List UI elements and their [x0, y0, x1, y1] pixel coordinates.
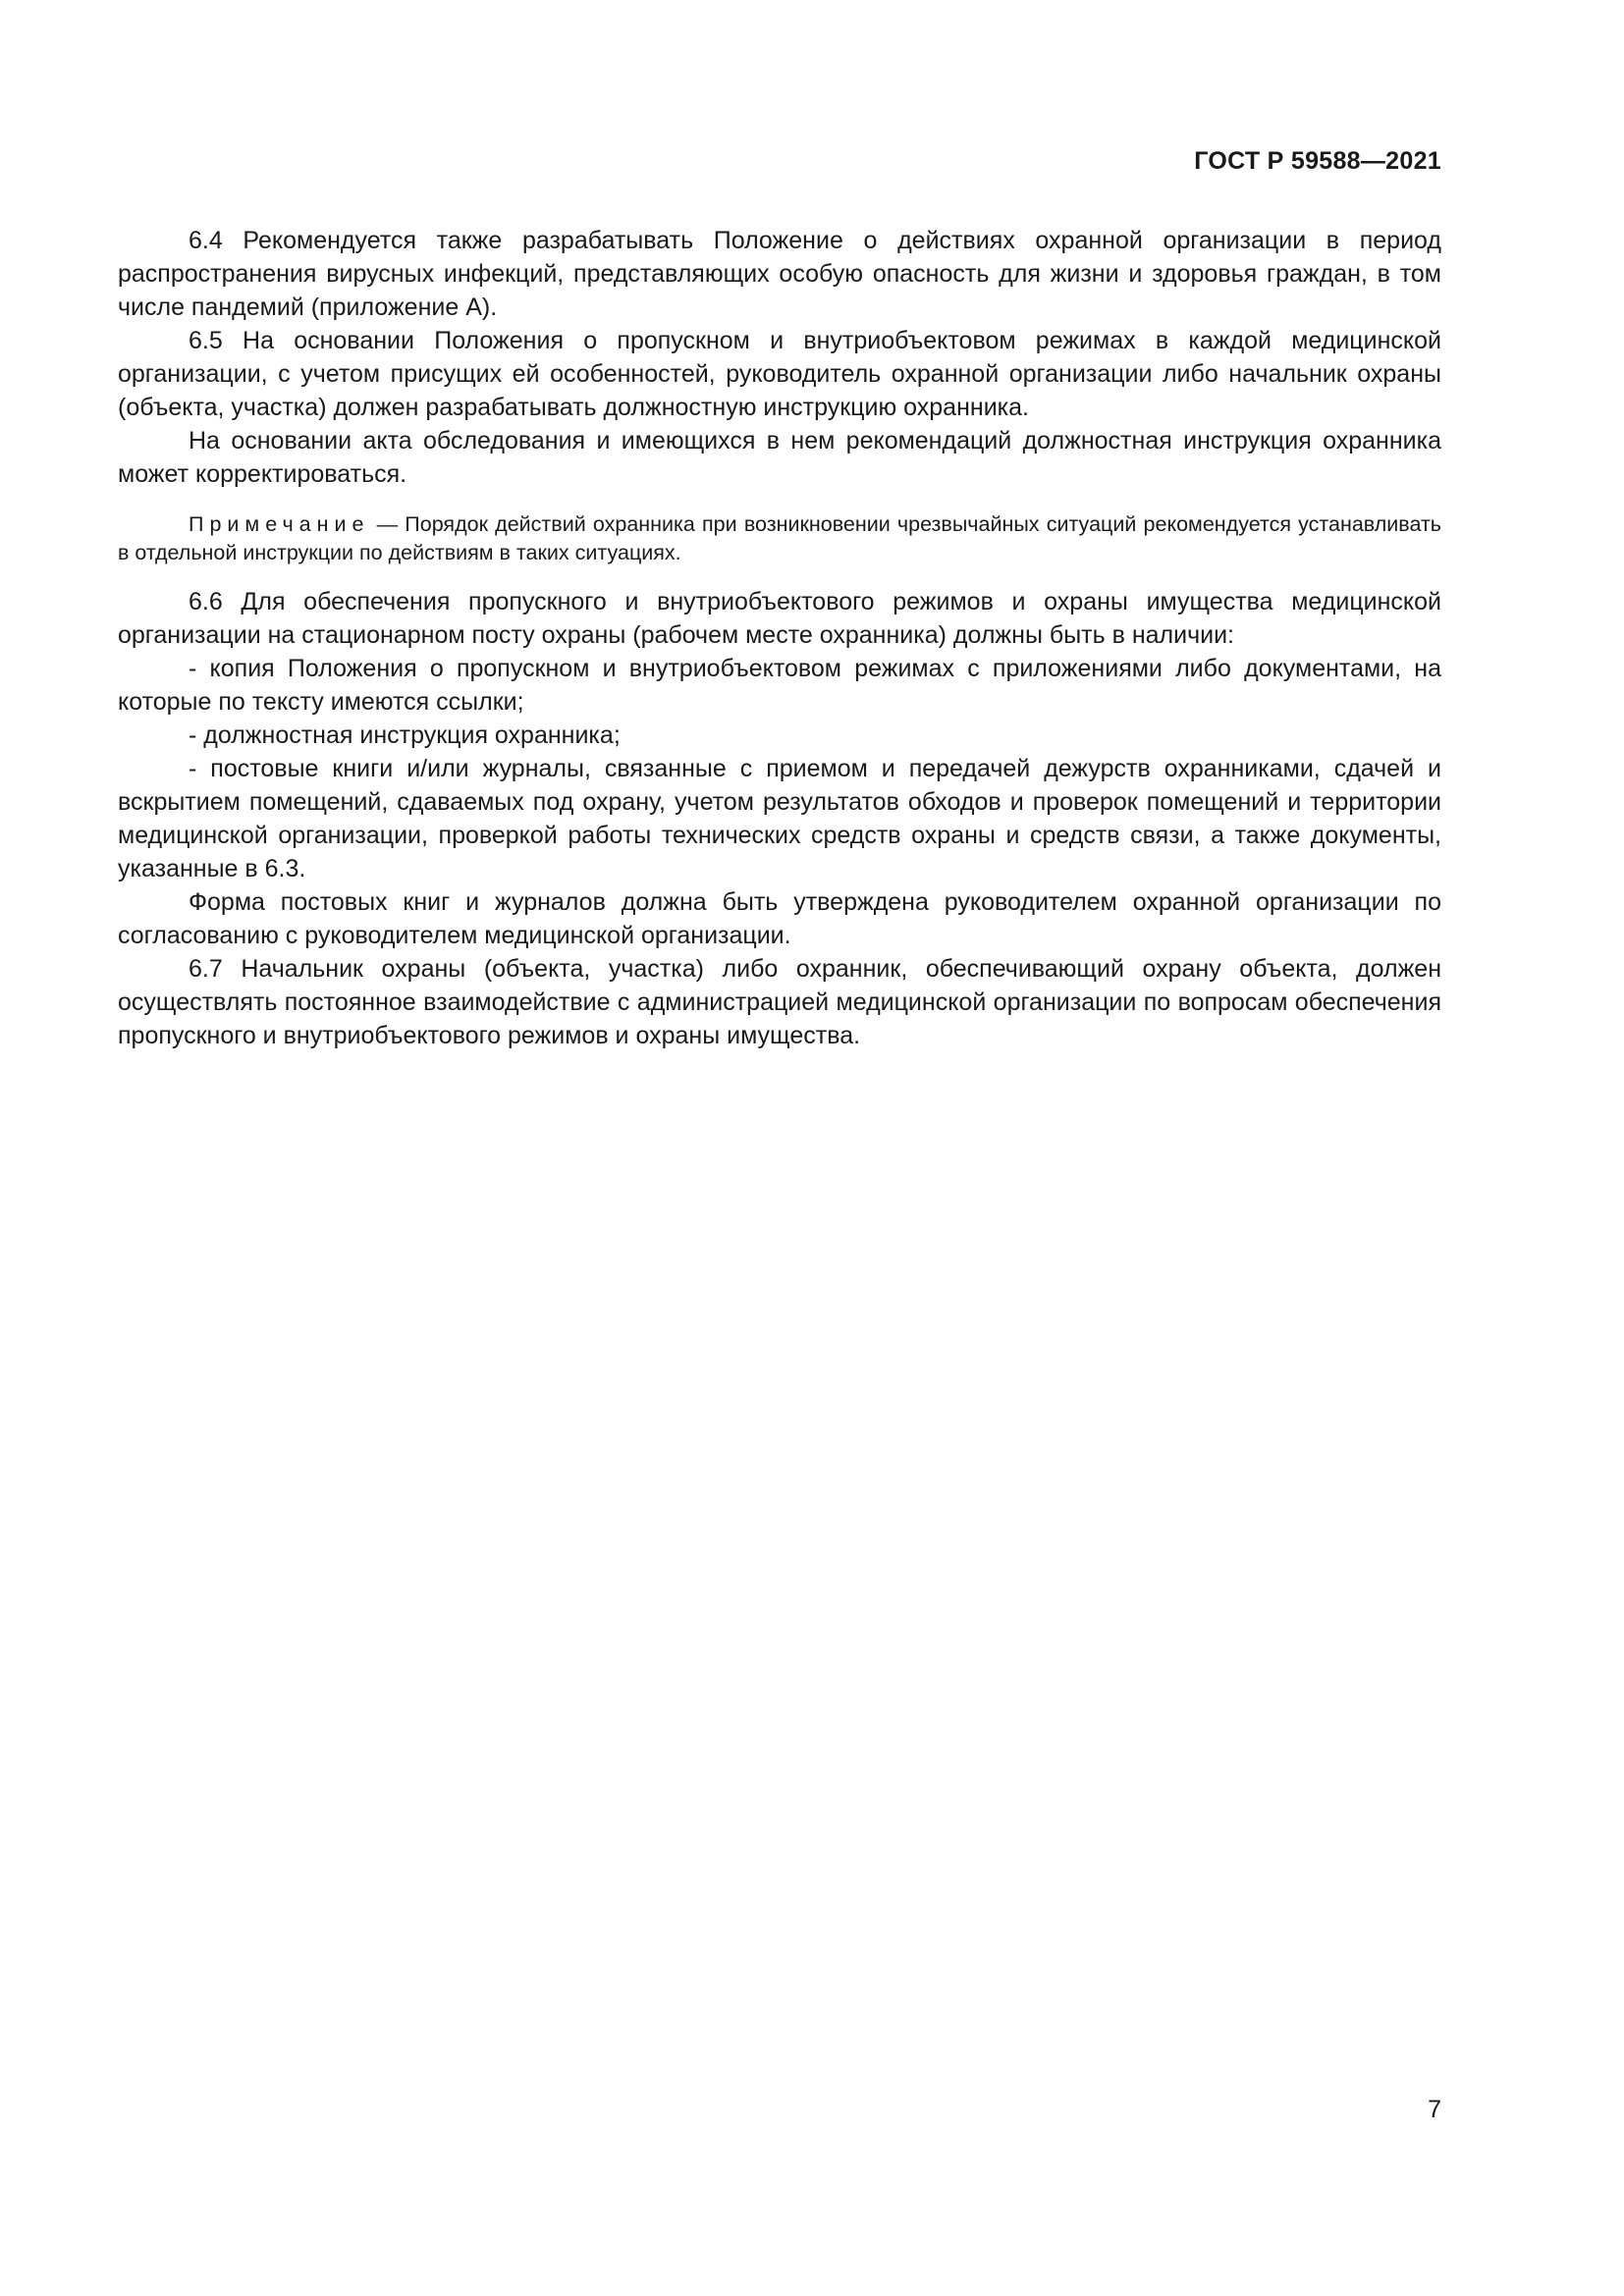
document-body	[118, 224, 1441, 1052]
document-code: ГОСТ Р 59588—2021	[1194, 147, 1441, 175]
page-number: 7	[1428, 2096, 1441, 2123]
paragraph-6-4: 6.4 Рекомендуется также разрабатывать Положение о действиях охранной организации в период распространения вирусных инфекций, представляющих особую опасность для жизни и здоровья граждан, в том числе пандемий (приложение А).	[118, 227, 1441, 321]
list-item: - должностная инструкция охранника;	[189, 721, 621, 749]
list-item: - постовые книги и/или журналы, связанные с приемом и передачей дежурств охранниками, сдачей и вскрытием помещений, сдаваемых под охрану, учетом результатов обходов и проверок помещений и территории медицинской организации, проверкой работы технических средств охраны и средств связи, а также документы, указанные в 6.3.	[118, 755, 1441, 882]
note-label: Примечание	[189, 512, 370, 536]
paragraph-6-7: 6.7 Начальник охраны (объекта, участка) либо охранник, обеспечивающий охрану объекта, должен осуществлять постоянное взаимодействие с администрацией медицинской организации по вопросам обеспечения пропускного и внутриобъектового режимов и охраны имущества.	[118, 955, 1441, 1049]
paragraph-6-5-continuation: На основании акта обследования и имеющихся в нем рекомендаций должностная инструкция охранника может корректироваться.	[118, 427, 1441, 488]
list-item: - копия Положения о пропускном и внутриобъектовом режимах с приложениями либо документами, на которые по тексту имеются ссылки;	[118, 655, 1441, 716]
paragraph-6-6: 6.6 Для обеспечения пропускного и внутриобъектового режимов и охраны имущества медицинской организации на стационарном посту охраны (рабочем месте охранника) должны быть в наличии:	[118, 588, 1441, 649]
note-text: — Порядок действий охранника при возникновении чрезвычайных ситуаций рекомендуется устанавливать в отдельной инструкции по действиям в таких ситуациях.	[118, 512, 1441, 564]
note	[118, 510, 1441, 567]
paragraph-6-6-continuation: Форма постовых книг и журналов должна быть утверждена руководителем охранной организации по согласованию с руководителем медицинской организации.	[118, 888, 1441, 949]
paragraph-6-5: 6.5 На основании Положения о пропускном и внутриобъектовом режимах в каждой медицинской организации, с учетом присущих ей особенностей, руководитель охранной организации либо начальник охраны (объекта, участка) должен разрабатывать должностную инструкцию охранника.	[118, 327, 1441, 421]
